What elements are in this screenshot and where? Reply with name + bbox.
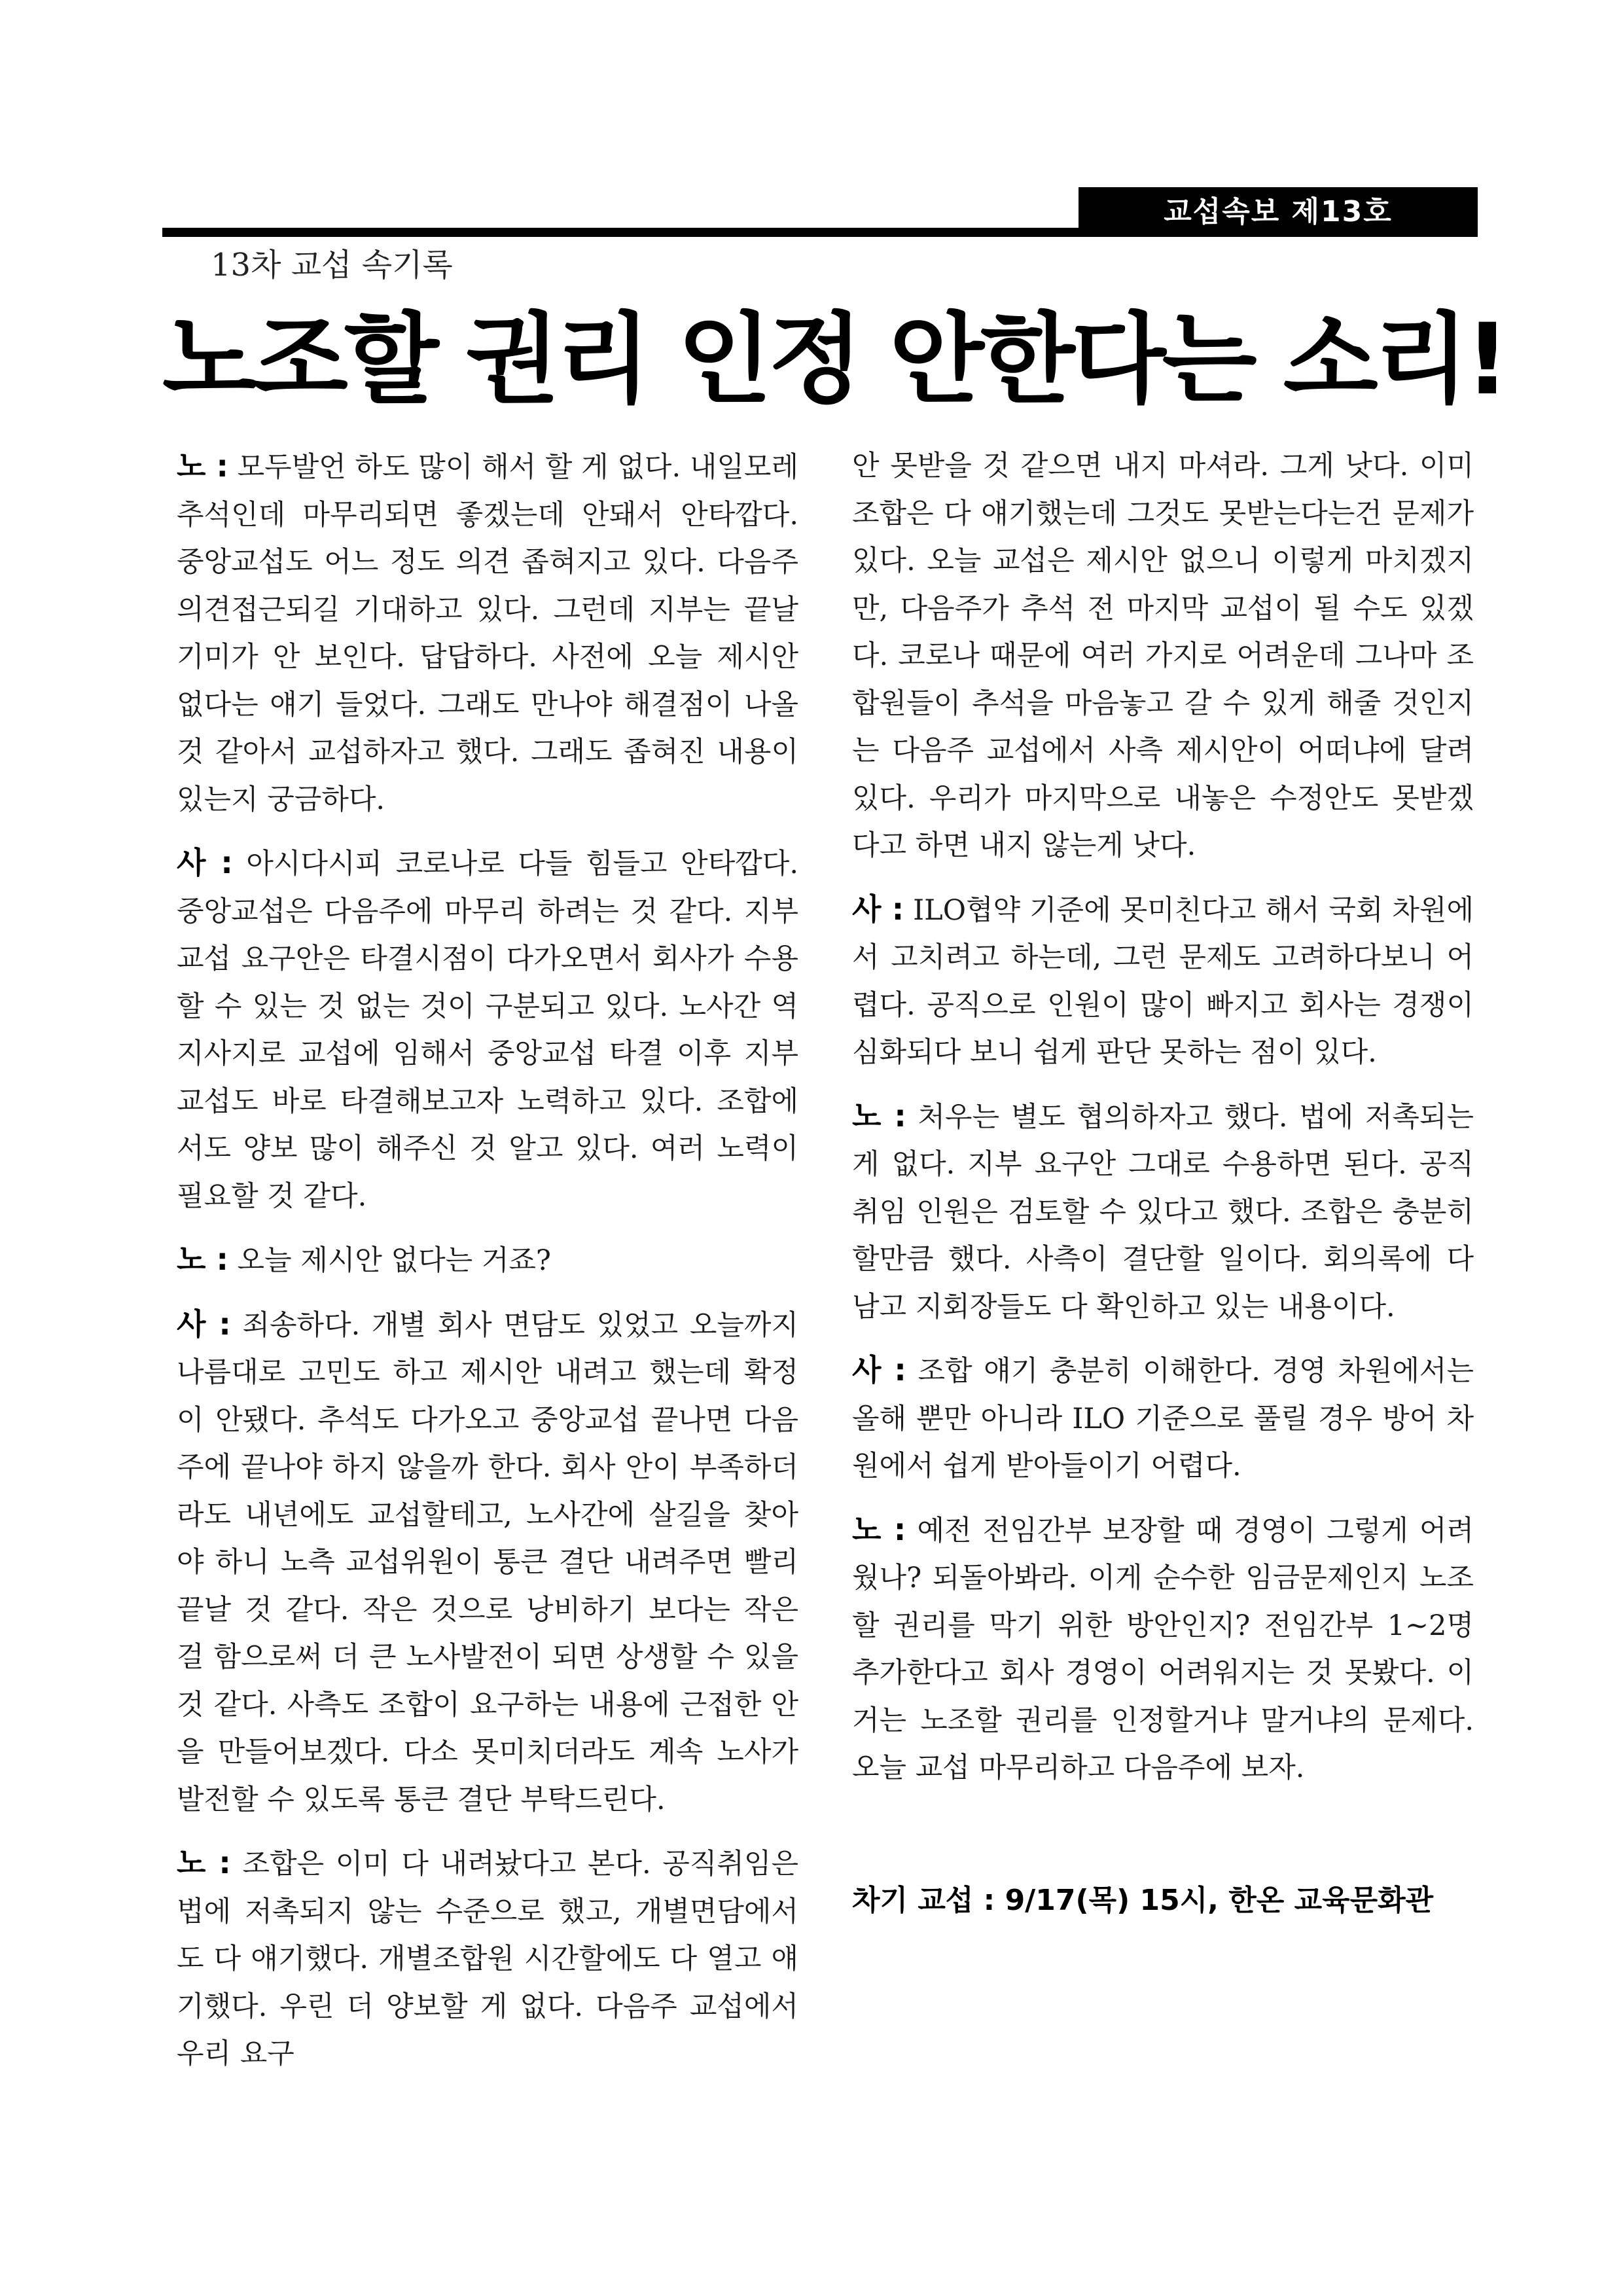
paragraph-text: 조합은 이미 다 내려놨다고 본다. 공직취임은 법에 저촉되지 않는 수준으로 했고, 개별면담에서도 다 얘기했다. 개별조합원 시간할에도 다 열고 얘기했다. 우린 더 양보할 게 없다. 다음주 교섭에서 우리 요구 — [177, 1848, 798, 2070]
speaker-label: 사 : — [177, 845, 233, 880]
speaker-label: 사 : — [852, 891, 904, 927]
paragraph-text: ILO협약 기준에 못미친다고 해서 국회 차원에서 고치려고 하는데, 그런 문제도 고려하다보니 어렵다. 공직으로 인원이 많이 빠지고 회사는 경쟁이 심화되다 보니 쉽게 판단 못하는 점이 있다. — [852, 893, 1474, 1069]
speaker-label: 노 : — [177, 448, 228, 484]
speaker-label: 노 : — [177, 1845, 231, 1880]
speaker-label: 노 : — [852, 1511, 906, 1547]
issue-badge: 교섭속보 제13호 — [1079, 187, 1478, 237]
speaker-label: 사 : — [177, 1306, 231, 1342]
speaker-label: 사 : — [852, 1352, 906, 1388]
right-column — [852, 442, 1474, 1924]
paragraph — [177, 1236, 798, 1285]
paragraph — [852, 886, 1474, 1077]
paragraph — [177, 1300, 798, 1824]
paragraph-text: 예전 전임간부 보장할 때 경영이 그렇게 어려웠나? 되돌아봐라. 이게 순수한 임금문제인지 노조할 권리를 막기 위한 방안인지? 전임간부 1~2명 추가한다고 회사 경영이 어려워지는 것 못봤다. 이거는 노조할 권리를 인정할거냐 말거냐의 문제다. 오늘 교섭 마무리하고 다음주에 보자. — [852, 1514, 1474, 1784]
paragraph — [177, 1839, 798, 2078]
paragraph-text: 죄송하다. 개별 회사 면담도 있었고 오늘까지 나름대로 고민도 하고 제시안 내려고 했는데 확정이 안됐다. 추석도 다가오고 중앙교섭 끝나면 다음주에 끝나야 하지 않을까 한다. 회사 안이 부족하더라도 내년에도 교섭할테고, 노사간에 살길을 찾아야 하니 노측 교섭위원이 통큰 결단 내려주면 빨리 끝날 것 같다. 작은 것으로 낭비하기 보다는 작은 걸 함으로써 더 큰 노사발전이 되면 상생할 수 있을 것 같다. 사측도 조합이 요구하는 내용에 근접한 안을 만들어보겠다. 다소 못미치더라도 계속 노사가 발전할 수 있도록 통큰 결단 부탁드린다. — [177, 1308, 798, 1816]
paragraph-text: 모두발언 하도 많이 해서 할 게 없다. 내일모레 추석인데 마무리되면 좋겠는데 안돼서 안타깝다. 중앙교섭도 어느 정도 의견 좁혀지고 있다. 다음주 의견접근되길 기대하고 있다. 그런데 지부는 끝날 기미가 안 보인다. 답답하다. 사전에 오늘 제시안 없다는 얘기 들었다. 그래도 만나야 해결점이 나올 것 같아서 교섭하자고 했다. 그래도 좁혀진 내용이 있는지 궁금하다. — [177, 451, 798, 816]
paragraph — [852, 1092, 1474, 1331]
paragraph — [177, 839, 798, 1220]
next-meeting-notice: 차기 교섭 : 9/17(목) 15시, 한온 교육문화관 — [852, 1883, 1434, 1917]
paragraph-text: 조합 얘기 충분히 이해한다. 경영 차원에서는 올해 뿐만 아니라 ILO 기준으로 풀릴 경우 방어 차원에서 쉽게 받아들이기 어렵다. — [852, 1355, 1474, 1482]
paragraph — [177, 442, 798, 823]
speaker-label: 노 : — [177, 1242, 228, 1277]
subtitle: 13차 교섭 속기록 — [211, 247, 453, 283]
headline: 노조할 권리 인정 안한다는 소리! — [162, 303, 1506, 417]
paragraph — [852, 442, 1474, 870]
speaker-label: 노 : — [852, 1098, 906, 1134]
left-column — [177, 442, 798, 2094]
paragraph-text: 오늘 제시안 없다는 거죠? — [237, 1244, 551, 1277]
paragraph — [852, 1506, 1474, 1792]
paragraph-text: 처우는 별도 협의하자고 했다. 법에 저촉되는 게 없다. 지부 요구안 그대로 수용하면 된다. 공직취임 인원은 검토할 수 있다고 했다. 조합은 충분히 할만큼 했다. 사측이 결단할 일이다. 회의록에 다 남고 지회장들도 다 확인하고 있는 내용이다. — [852, 1100, 1474, 1323]
paragraph-text: 아시다시피 코로나로 다들 힘들고 안타깝다. 중앙교섭은 다음주에 마무리 하려는 것 같다. 지부교섭 요구안은 타결시점이 다가오면서 회사가 수용할 수 있는 것 없는 것이 구분되고 있다. 노사간 역지사지로 교섭에 임해서 중앙교섭 타결 이후 지부교섭도 바로 타결해보고자 노력하고 있다. 조합에서도 양보 많이 해주신 것 알고 있다. 여러 노력이 필요할 것 같다. — [177, 848, 798, 1213]
paragraph — [852, 1346, 1474, 1490]
paragraph-text: 안 못받을 것 같으면 내지 마셔라. 그게 낫다. 이미 조합은 다 얘기했는데 그것도 못받는다는건 문제가 있다. 오늘 교섭은 제시안 없으니 이렇게 마치겠지만, 다음주가 추석 전 마지막 교섭이 될 수도 있겠다. 코로나 때문에 여러 가지로 어려운데 그나마 조합원들이 추석을 마음놓고 갈 수 있게 해줄 것인지는 다음주 교섭에서 사측 제시안이 어떠냐에 달려있다. 우리가 마지막으로 내놓은 수정안도 못받겠다고 하면 내지 않는게 낫다. — [852, 450, 1474, 862]
